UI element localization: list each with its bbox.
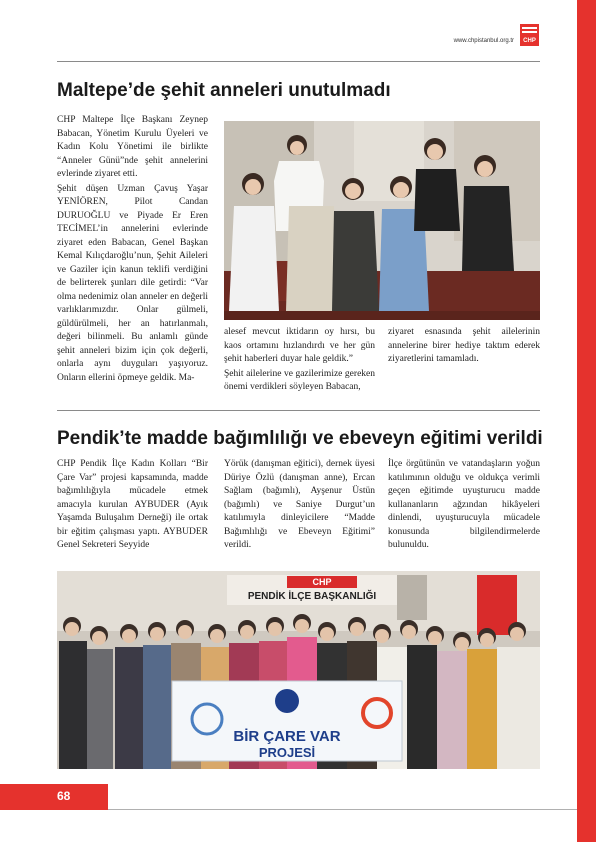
article2-col3-para-1: İlçe örgütünün ve vatandaşların yoğun katılımının olduğu ve oldukça verimli geçen eğitimde uyuşturucu madde kullananların ağzından hikâyeleri dinlendi, uyuşturucuyla mücadele konusunda bilgilendirmelerde bulunuldu. <box>388 459 540 550</box>
article2-title: Pendik’te madde bağımlılığı ve ebeveyn eğitimi verildi <box>57 428 543 449</box>
section-divider <box>57 410 540 411</box>
article1-title: Maltepe’de şehit anneleri unutulmadı <box>57 80 391 101</box>
article2-column-1 <box>57 458 208 558</box>
article1-column-1 <box>57 114 208 397</box>
article1-column-3 <box>388 326 540 371</box>
photo-wall-sign: PENDİK İLÇE BAŞKANLIĞI <box>247 591 377 602</box>
header-divider <box>57 61 540 62</box>
banner-line-2: PROJESİ <box>258 745 316 760</box>
article2-photo-image <box>57 571 540 769</box>
chp-logo-text: CHP <box>523 38 536 44</box>
banner-line-1: BİR ÇARE VAR <box>233 728 341 745</box>
chp-logo <box>520 24 539 46</box>
article1-photo-image <box>224 121 540 320</box>
page-number: 68 <box>57 789 71 803</box>
footer-divider <box>108 809 577 810</box>
right-accent-bar <box>577 0 596 842</box>
article1-column-2 <box>224 326 375 396</box>
article2-col1-para-1: CHP Pendik İlçe Kadın Kolları “Bir Çare Var” projesi kapsamında, madde bağımlılığıyla mücadele etmek amacıyla kurulan AYBUDER (Ayık Yaşamda Buluşalım Derneği) ile ortak bir eğitim çalışması yaptı. AYBUDER Genel Sekreteri Seyyide <box>57 459 208 550</box>
article2-photo <box>57 571 540 769</box>
article2-column-3 <box>388 458 540 558</box>
article1-col2-para-1: alesef mevcut iktidarın oy hırsı, bu kaos ortamını hızlandırdı ve her gün şehit haberleri duyar hale geldik.” <box>224 327 375 364</box>
article1-col2-para-2: Şehit ailelerine ve gazilerimize gereken önemi verdikleri söyleyen Babacan, <box>224 368 375 392</box>
article1-col3-para-1: ziyaret esnasında şehit ailelerinin annelerine birer hediye taktım ederek ziyaretlerini tamamladı. <box>388 327 540 364</box>
article2-column-2 <box>224 458 375 558</box>
article1-photo <box>224 121 540 320</box>
page-number-box <box>0 784 108 810</box>
article1-col1-para-1: CHP Maltepe İlçe Başkanı Zeynep Babacan, Yönetim Kurulu Üyeleri ve Kadın Kolu Yönetimi ile birlikte “Anneler Günü”nde şehit annelerini evlerinde ziyaret etti. <box>57 115 208 179</box>
article2-col2-para-1: Yörük (danışman eğitici), dernek üyesi Düriye Özlü (danışman anne), Ercan Sağlam (bağımlı), Ayşenur Üstün (bağımlı) ve Saniye Durgut’un katılımıyla dinleyicilere “Madde Bağımlılığı ve Ebeveyn Eğitimi” verildi. <box>224 459 375 550</box>
photo-wall-logo: CHP <box>312 577 332 587</box>
header-url: www.chpistanbul.org.tr <box>453 38 514 44</box>
article1-col1-para-2: Şehit düşen Uzman Çavuş Yaşar YENİÖREN, Pilot Candan DURUOĞLU ve Piyade Er Eren TECİMEL’in annelerini evlerinde ziyaret eden Babacan, Genel Başkan Kemal Kılıçdaroğlu’nun, Şehit Aileleri ve Gaziler için kanun teklifi verdiğini de belirterek şunları dile getirdi: “Var olma nedenimiz olan anneler en değerli varlıklarımızdır. Onlar gülmeli, güldürülmeli, her an hatırlanmalı, değeri bilinmeli. Bu anlamlı günde şehit anneleri bizim için çok değerli, onlarla aynı duyguları yaşıyoruz. Onların ellerini öpmeye geldik. Ma- <box>57 183 208 383</box>
